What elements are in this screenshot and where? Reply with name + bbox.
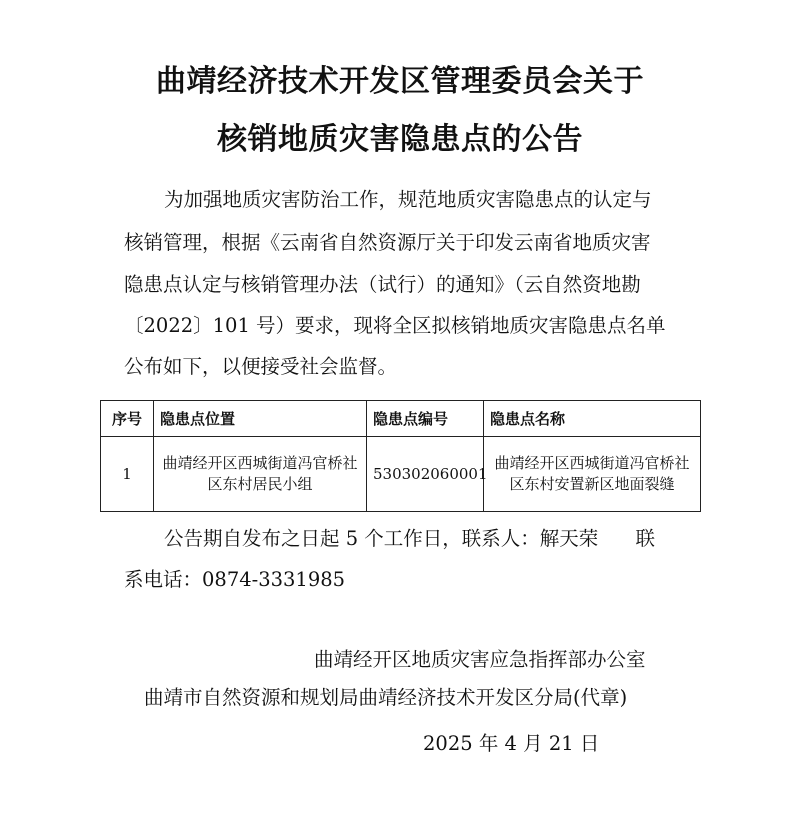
intro-line-4: 〔2022〕101 号）要求，现将全区拟核销地质灾害隐患点名单 xyxy=(124,314,666,337)
cell-code: 530302060001 xyxy=(367,437,484,512)
intro-line-2: 核销管理，根据《云南省自然资源厅关于印发云南省地质灾害 xyxy=(124,231,651,254)
header-name: 隐患点名称 xyxy=(484,401,701,437)
cell-name: 曲靖经开区西城街道冯官桥社区东村安置新区地面裂缝 xyxy=(484,437,701,512)
intro-line-1: 为加强地质灾害防治工作，规范地质灾害隐患点的认定与 xyxy=(164,188,652,211)
title-line-1: 曲靖经济技术开发区管理委员会关于 xyxy=(156,64,644,99)
cell-seq: 1 xyxy=(101,437,154,512)
notice-line-1: 公告期自发布之日起 5 个工作日，联系人：解天荣 联 xyxy=(164,527,655,550)
intro-line-5: 公布如下，以便接受社会监督。 xyxy=(124,355,398,378)
intro-line-3: 隐患点认定与核销管理办法（试行）的通知》（云自然资地勘 xyxy=(124,273,641,296)
header-seq: 序号 xyxy=(101,401,154,437)
hazard-table xyxy=(100,400,701,512)
table-row xyxy=(101,437,701,512)
cell-location: 曲靖经开区西城街道冯官桥社区东村居民小组 xyxy=(154,437,367,512)
title-line-2: 核销地质灾害隐患点的公告 xyxy=(217,122,583,157)
header-code: 隐患点编号 xyxy=(367,401,484,437)
table-header-row xyxy=(101,401,701,437)
notice-line-2: 系电话：0874-3331985 xyxy=(124,568,346,591)
signature-office: 曲靖经开区地质灾害应急指挥部办公室 xyxy=(314,648,646,671)
signature-bureau: 曲靖市自然资源和规划局曲靖经济技术开发区分局(代章) xyxy=(144,686,628,709)
signature-date: 2025 年 4 月 21 日 xyxy=(423,732,600,755)
header-location: 隐患点位置 xyxy=(154,401,367,437)
